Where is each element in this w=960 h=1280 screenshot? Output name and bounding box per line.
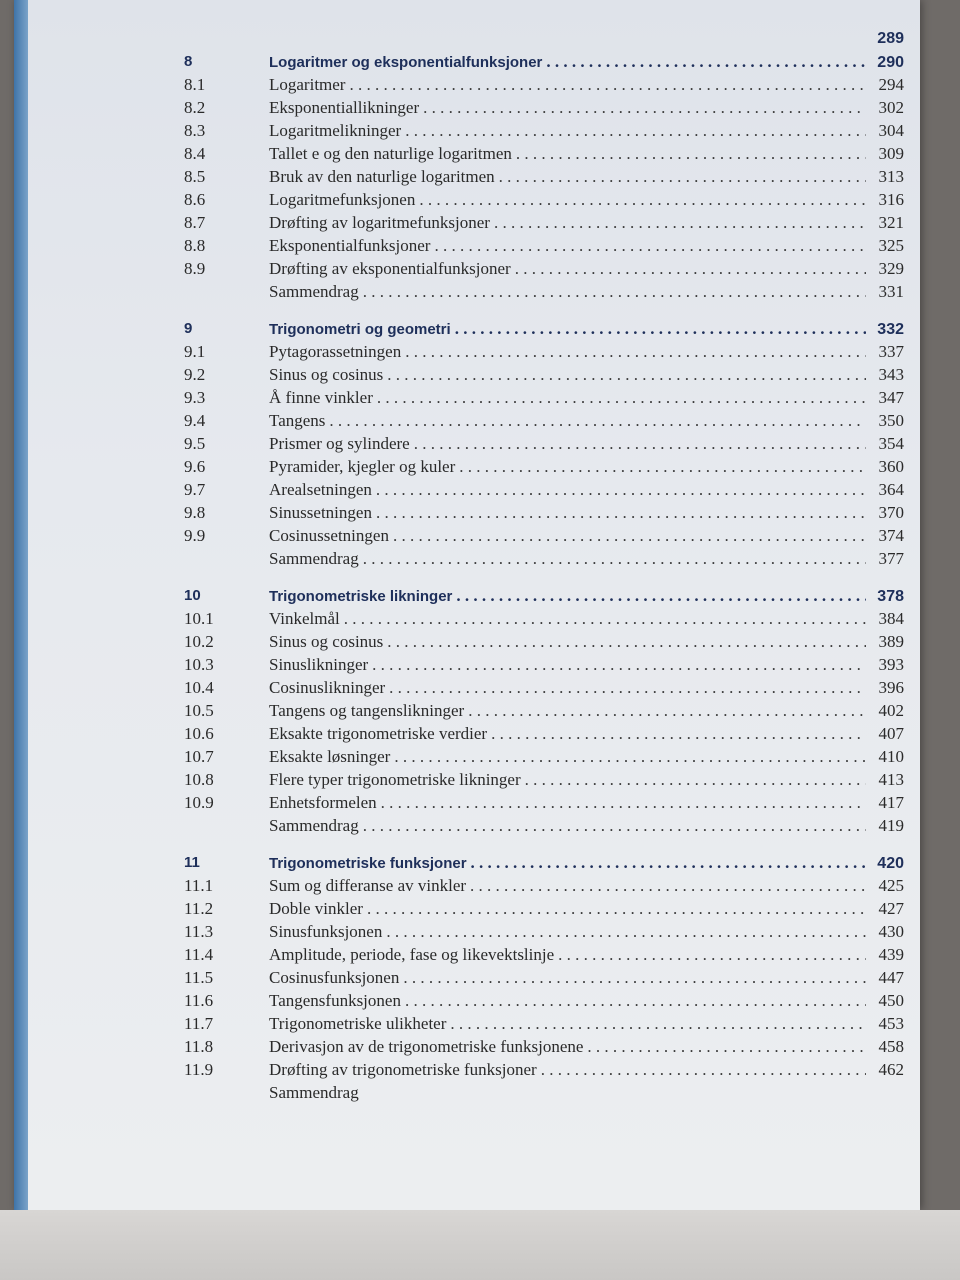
toc-entry — [184, 1035, 904, 1058]
section-title: Tangensfunksjonen — [269, 991, 401, 1010]
chapter-heading — [184, 851, 904, 874]
toc-entry — [184, 699, 904, 722]
section-number: 10.9 — [184, 793, 214, 812]
toc-entry — [184, 524, 904, 547]
page-number: 410 — [878, 747, 904, 766]
toc-entry — [184, 745, 904, 768]
toc-entry — [184, 814, 904, 837]
section-number: 11.2 — [184, 899, 214, 918]
section-title: Tangens og tangenslikninger — [269, 701, 465, 720]
page-number: 458 — [878, 1037, 904, 1056]
page-number: 332 — [877, 321, 904, 338]
section-title: Sinus og cosinus — [269, 632, 384, 651]
section-number: 11.5 — [184, 968, 214, 987]
section-number: 11.1 — [184, 876, 214, 895]
page-number: 396 — [878, 678, 904, 697]
page-number: 294 — [878, 75, 904, 94]
toc-entry — [184, 73, 904, 96]
section-title: Drøfting av trigonometriske funksjoner — [269, 1060, 537, 1079]
chapter-title: Trigonometriske likninger — [269, 588, 453, 605]
section-number: 10.7 — [184, 747, 214, 766]
dot-leader — [403, 966, 866, 989]
dot-leader — [387, 630, 866, 653]
toc-entry — [184, 547, 904, 570]
section-title: Sammendrag — [269, 816, 359, 835]
page-number: 439 — [878, 945, 904, 964]
toc-entry — [184, 966, 904, 989]
dot-leader — [494, 211, 866, 234]
page-number: 393 — [878, 655, 904, 674]
page-number: 354 — [878, 434, 904, 453]
toc-entry — [184, 409, 904, 432]
table-surface — [0, 1210, 960, 1280]
page-number: 370 — [878, 503, 904, 522]
section-number: 9.6 — [184, 457, 206, 476]
chapter-block — [184, 50, 904, 303]
chapter-block — [184, 584, 904, 837]
page-number: 360 — [878, 457, 904, 476]
section-number: 9.3 — [184, 388, 206, 407]
page-number: 419 — [878, 816, 904, 835]
section-title: Bruk av den naturlige logaritmen — [269, 167, 495, 186]
section-title: Eksakte løsninger — [269, 747, 391, 766]
toc-entry — [184, 1081, 904, 1104]
section-number: 11.6 — [184, 991, 214, 1010]
toc-entry — [184, 874, 904, 897]
toc-entry — [184, 501, 904, 524]
chapter-heading — [184, 584, 904, 607]
dot-leader — [363, 547, 866, 570]
page-number: 321 — [878, 213, 904, 232]
page-number: 290 — [877, 54, 904, 71]
section-number: 9.8 — [184, 503, 206, 522]
page-number: 350 — [878, 411, 904, 430]
section-title: Sinus og cosinus — [269, 365, 384, 384]
toc-entry — [184, 768, 904, 791]
dot-leader — [455, 317, 866, 340]
toc-entry — [184, 363, 904, 386]
dot-leader — [419, 188, 866, 211]
section-number: 10.1 — [184, 609, 214, 628]
page-number: 313 — [878, 167, 904, 186]
page-number: 364 — [878, 480, 904, 499]
page-number: 347 — [878, 388, 904, 407]
page-number: 302 — [878, 98, 904, 117]
section-number: 10.8 — [184, 770, 214, 789]
page-number: 447 — [878, 968, 904, 987]
page-number: 430 — [878, 922, 904, 941]
toc-entry — [184, 920, 904, 943]
page-number: 450 — [878, 991, 904, 1010]
section-title: Logaritmelikninger — [269, 121, 402, 140]
chapter-block — [184, 851, 904, 1104]
section-title: Sammendrag — [269, 282, 359, 301]
page-number: 402 — [878, 701, 904, 720]
section-title: Sinuslikninger — [269, 655, 369, 674]
section-number: 9.4 — [184, 411, 206, 430]
dot-leader — [405, 119, 866, 142]
section-title: Sinusfunksjonen — [269, 922, 383, 941]
page-number: 417 — [878, 793, 904, 812]
toc-entry — [184, 478, 904, 501]
toc-entry — [184, 791, 904, 814]
section-number: 10.3 — [184, 655, 214, 674]
dot-leader — [456, 584, 866, 607]
section-number: 11.8 — [184, 1037, 214, 1056]
dot-leader — [381, 791, 866, 814]
section-number: 11.9 — [184, 1060, 214, 1079]
dot-leader — [558, 943, 866, 966]
section-number: 10.5 — [184, 701, 214, 720]
dot-leader — [515, 257, 866, 280]
page-number: 343 — [878, 365, 904, 384]
toc-entry — [184, 211, 904, 234]
dot-leader — [367, 897, 866, 920]
section-title: Sum og differanse av vinkler — [269, 876, 467, 895]
dot-leader — [349, 73, 866, 96]
section-title: Amplitude, periode, fase og likevektslinje — [269, 945, 555, 964]
dot-leader — [525, 768, 866, 791]
section-number: 8.7 — [184, 213, 206, 232]
chapter-number: 9 — [184, 320, 193, 337]
section-title: Cosinussetningen — [269, 526, 389, 545]
section-title: Trigonometriske ulikheter — [269, 1014, 447, 1033]
dot-leader — [389, 676, 866, 699]
section-title: Eksponentialfunksjoner — [269, 236, 431, 255]
chapter-number: 10 — [184, 587, 201, 604]
section-title: Drøfting av eksponentialfunksjoner — [269, 259, 511, 278]
section-title: Logaritmefunksjonen — [269, 190, 416, 209]
page-number: 407 — [878, 724, 904, 743]
dot-leader — [414, 432, 866, 455]
dot-leader — [470, 874, 866, 897]
section-number: 9.2 — [184, 365, 206, 384]
section-number: 10.4 — [184, 678, 214, 697]
section-title: Enhetsformelen — [269, 793, 377, 812]
section-title: Arealsetningen — [269, 480, 372, 499]
toc-entry — [184, 607, 904, 630]
dot-leader — [546, 50, 866, 73]
chapter-heading — [184, 50, 904, 73]
dot-leader — [516, 142, 866, 165]
dot-leader — [450, 1012, 866, 1035]
page-number: 453 — [878, 1014, 904, 1033]
toc-entry — [184, 455, 904, 478]
dot-leader — [541, 1058, 866, 1081]
section-title: Logaritmer — [269, 75, 346, 94]
dot-leader — [344, 607, 866, 630]
section-title: Flere typer trigonometriske likninger — [269, 770, 521, 789]
page-number: 337 — [878, 342, 904, 361]
toc-entry — [184, 722, 904, 745]
dot-leader — [491, 722, 866, 745]
table-of-contents — [184, 30, 904, 1118]
chapter-block — [184, 317, 904, 570]
chapter-title: Trigonometriske funksjoner — [269, 855, 467, 872]
section-number: 8.2 — [184, 98, 206, 117]
section-title: Cosinusfunksjonen — [269, 968, 400, 987]
page-number: 420 — [877, 855, 904, 872]
page-number: 378 — [877, 588, 904, 605]
chapter-title: Trigonometri og geometri — [269, 321, 451, 338]
toc-entry — [184, 989, 904, 1012]
section-title: Eksponentiallikninger — [269, 98, 420, 117]
dot-leader — [423, 96, 866, 119]
dot-leader — [376, 501, 866, 524]
page-number: 374 — [878, 526, 904, 545]
section-number: 11.3 — [184, 922, 214, 941]
dot-leader — [363, 814, 866, 837]
section-title: Doble vinkler — [269, 899, 363, 918]
section-number: 11.7 — [184, 1014, 214, 1033]
page-number: 329 — [878, 259, 904, 278]
page-number: 427 — [878, 899, 904, 918]
section-title: Vinkelmål — [269, 609, 340, 628]
section-number: 8.3 — [184, 121, 206, 140]
dot-leader — [387, 363, 866, 386]
book-page — [14, 0, 920, 1210]
page-number: 331 — [878, 282, 904, 301]
toc-entry — [184, 1012, 904, 1035]
toc-entry — [184, 943, 904, 966]
section-number: 10.2 — [184, 632, 214, 651]
section-title: Tangens — [269, 411, 326, 430]
toc-entry — [184, 280, 904, 303]
dot-leader — [394, 745, 866, 768]
dot-leader — [363, 280, 866, 303]
dot-leader — [405, 989, 866, 1012]
page-number: 425 — [878, 876, 904, 895]
chapter-number: 11 — [184, 854, 200, 871]
section-number: 8.5 — [184, 167, 206, 186]
dot-leader — [376, 478, 866, 501]
section-number: 8.8 — [184, 236, 206, 255]
section-number: 10.6 — [184, 724, 214, 743]
toc-entry — [184, 142, 904, 165]
toc-entry — [184, 386, 904, 409]
section-number: 9.7 — [184, 480, 206, 499]
page-number: 325 — [878, 236, 904, 255]
toc-entry — [184, 653, 904, 676]
section-number: 11.4 — [184, 945, 214, 964]
dot-leader — [459, 455, 866, 478]
dot-leader — [499, 165, 866, 188]
section-title: Pyramider, kjegler og kuler — [269, 457, 456, 476]
dot-leader — [587, 1035, 866, 1058]
section-title: Drøfting av logaritmefunksjoner — [269, 213, 490, 232]
dot-leader — [329, 409, 866, 432]
section-number: 9.1 — [184, 342, 206, 361]
section-title: Cosinuslikninger — [269, 678, 386, 697]
toc-entry — [184, 234, 904, 257]
chapter-title: Logaritmer og eksponentialfunksjoner — [269, 54, 543, 71]
toc-entry — [184, 340, 904, 363]
dot-leader — [377, 386, 866, 409]
book-spine-edge — [14, 0, 28, 1210]
toc-entry — [184, 1058, 904, 1081]
toc-entry — [184, 165, 904, 188]
section-title: Eksakte trigonometriske verdier — [269, 724, 488, 743]
dot-leader — [386, 920, 866, 943]
toc-entry — [184, 432, 904, 455]
section-title: Sinussetningen — [269, 503, 372, 522]
section-title: Å finne vinkler — [269, 388, 373, 407]
section-title: Prismer og sylindere — [269, 434, 410, 453]
page-number: 309 — [878, 144, 904, 163]
dot-leader — [405, 340, 866, 363]
page-number: 462 — [878, 1060, 904, 1079]
dot-leader — [468, 699, 866, 722]
page-number: 304 — [878, 121, 904, 140]
section-number: 8.4 — [184, 144, 206, 163]
toc-entry — [184, 119, 904, 142]
section-number: 9.9 — [184, 526, 206, 545]
section-title: Sammendrag — [269, 1083, 359, 1102]
page-number: 389 — [878, 632, 904, 651]
dot-leader — [471, 851, 866, 874]
toc-entry — [184, 630, 904, 653]
section-title: Tallet e og den naturlige logaritmen — [269, 144, 512, 163]
page-number: 377 — [878, 549, 904, 568]
top-page-number: 289 — [877, 30, 904, 47]
toc-entry — [184, 257, 904, 280]
page-number: 316 — [878, 190, 904, 209]
chapter-heading — [184, 317, 904, 340]
dot-leader — [434, 234, 866, 257]
section-title: Derivasjon av de trigonometriske funksjonene — [269, 1037, 584, 1056]
page-number: 413 — [878, 770, 904, 789]
section-number: 8.9 — [184, 259, 206, 278]
section-title: Sammendrag — [269, 549, 359, 568]
toc-entry — [184, 676, 904, 699]
section-number: 8.1 — [184, 75, 206, 94]
toc-entry — [184, 188, 904, 211]
chapter-number: 8 — [184, 53, 193, 70]
dot-leader — [372, 653, 866, 676]
section-title: Pytagorassetningen — [269, 342, 402, 361]
section-number: 8.6 — [184, 190, 206, 209]
toc-entry — [184, 96, 904, 119]
section-number: 9.5 — [184, 434, 206, 453]
dot-leader — [393, 524, 866, 547]
page-number: 384 — [878, 609, 904, 628]
toc-entry — [184, 897, 904, 920]
